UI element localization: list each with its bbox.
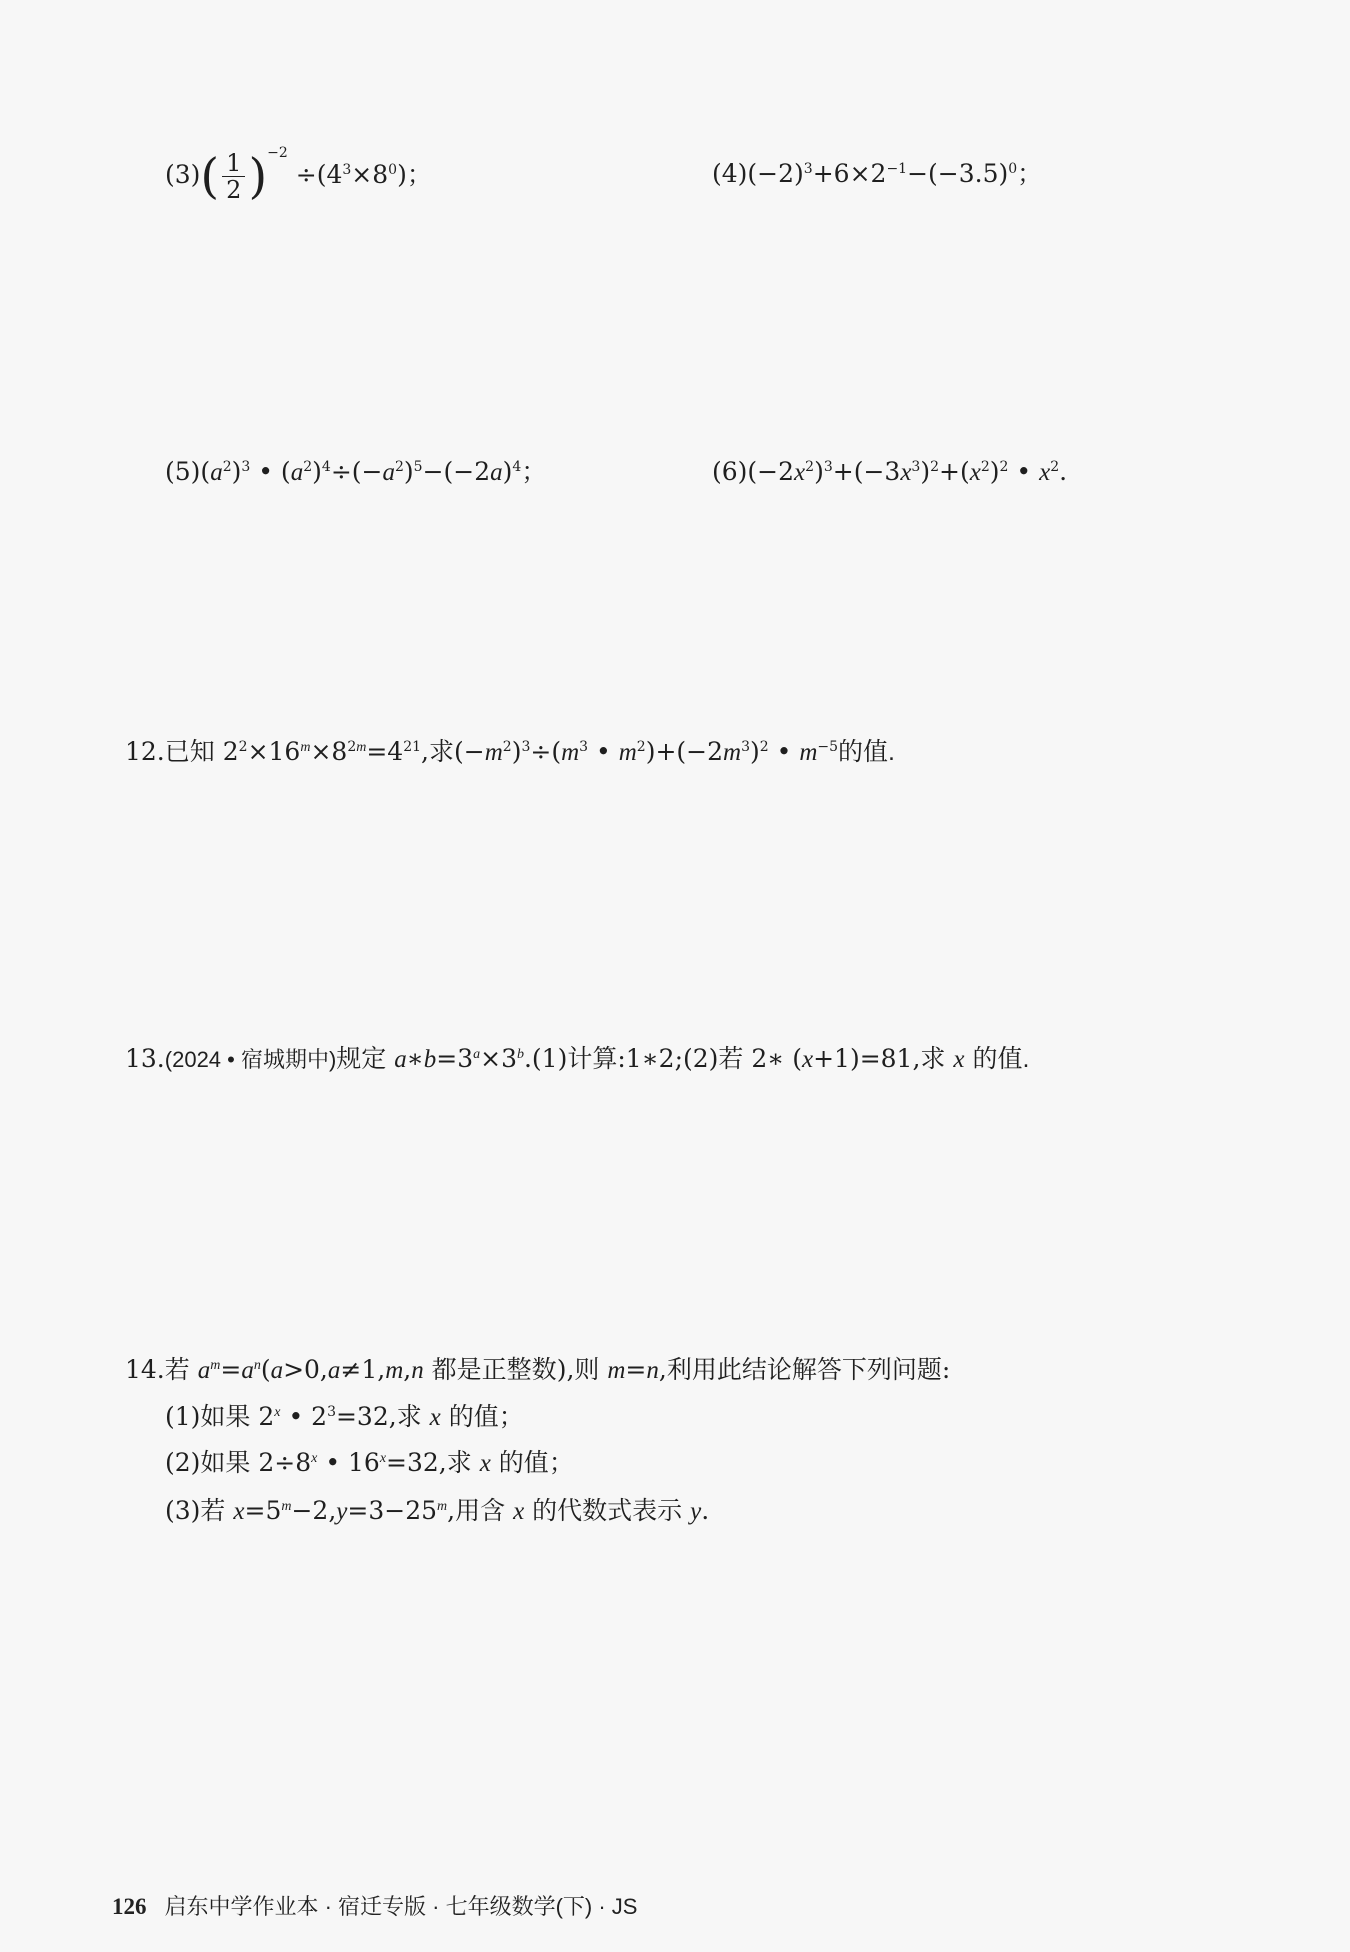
page-footer: [112, 1890, 637, 1921]
problem-14: 14.若 $a^m=a^n(a>0,a\ne 1,m,n$ 都是正整数),则 m=n,利用此结论解答下列问题:: [125, 1355, 951, 1384]
page-number: 126: [112, 1894, 147, 1919]
problem-13: 13.(2024 • 宿城期中)规定 $a∗b=3^a\times 3^b.(1)$计算:1∗2;(2)若 2∗ (x+1)=81,求 x 的值.: [125, 1044, 1030, 1073]
problem-label: (3): [165, 160, 201, 189]
problem-11-6: $(6)(-2x^2)^3+(-3x^3)^2+(x^2)^2$ • $x^2$.: [712, 457, 1068, 486]
problem-12: 12.已知 $2^2\times 16^m\times 8^{2m}=4^{21}$,求$(-m^2)^3\div(m^3$ • $m^2)+(-2m^3)^2$ • $m^{-5}$的值.: [125, 737, 895, 766]
problem-14-3: (3)若 $x=5^m-2,y=3-25^m$,用含 x 的代数式表示 y.: [165, 1496, 710, 1525]
fraction: $\frac{1}{2}$: [222, 150, 245, 203]
problem-11-3: (3)( $\frac{1}{2}$ )$^{-2} \div(4^3\times 8^0)$；: [165, 145, 432, 205]
problem-11-4: $(4)(-2)^3+6\times 2^{-1}-(-3.5)^0$；: [712, 159, 1043, 188]
book-title: 启东中学作业本 · 宿迁专版 · 七年级数学(下) · JS: [164, 1894, 638, 1919]
problem-11-5: $(5)(a^2)^3$ • $(a^2)^4\div(-a^2)^5-(-2a)^4$；: [165, 457, 547, 486]
problem-14-2: (2)如果 $2\div 8^x$ • $16^x=32$,求 x 的值；: [165, 1448, 574, 1477]
problem-14-1: (1)如果 2$^x$ • $2^3=32$,求 x 的值；: [165, 1402, 524, 1431]
